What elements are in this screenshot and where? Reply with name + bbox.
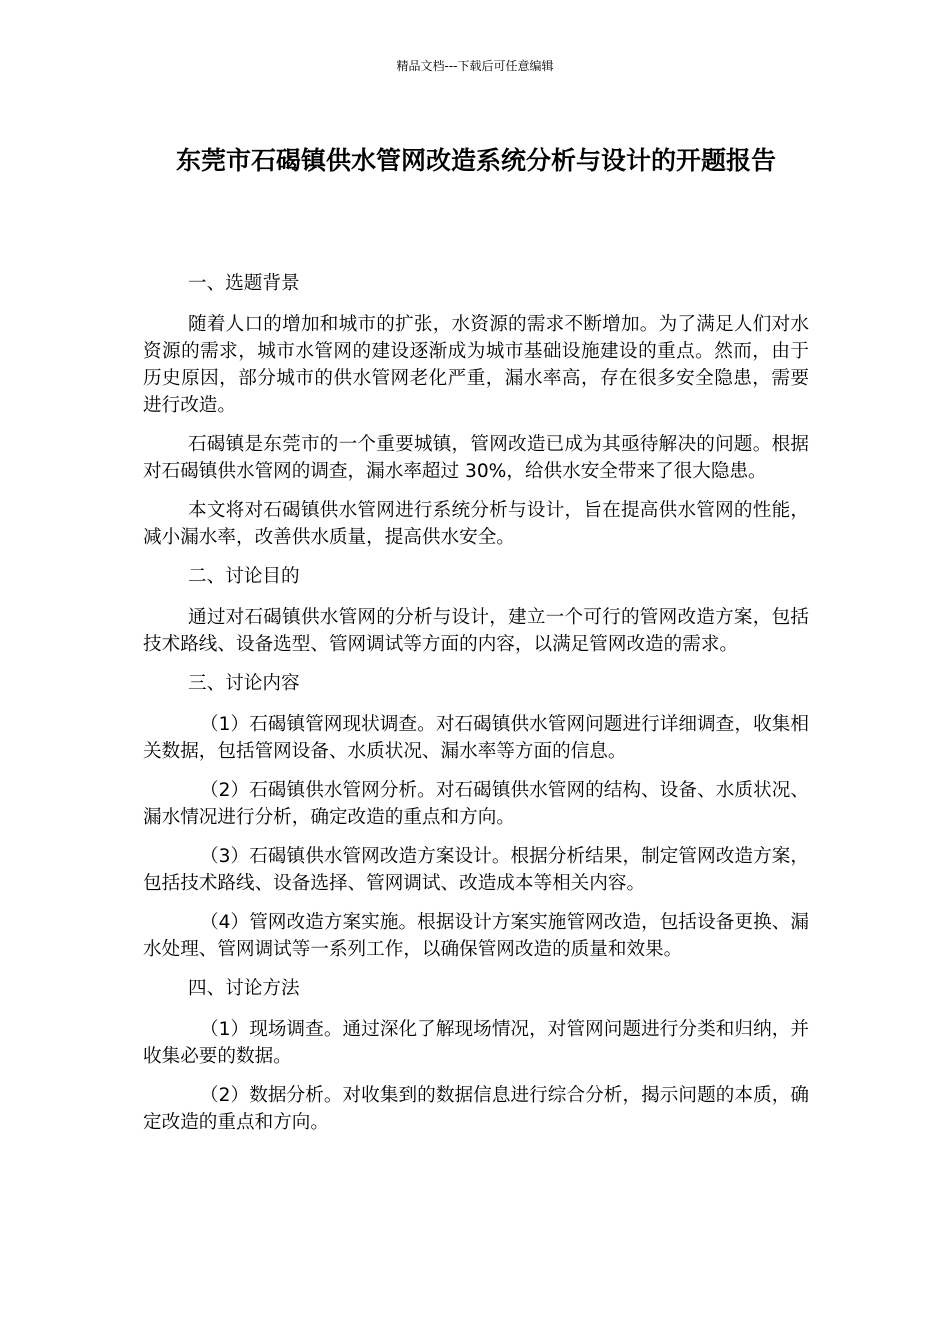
document-title: 东莞市石碣镇供水管网改造系统分析与设计的开题报告 (175, 146, 776, 175)
background-paragraph: 本文将对石碣镇供水管网进行系统分析与设计，旨在提高供水管网的性能，减小漏水率，改善供水质量，提高供水安全。 (143, 500, 809, 548)
content-item: （1）石碣镇管网现状调查。对石碣镇供水管网问题进行详细调查，收集相关数据，包括管网设备、水质状况、漏水率等方面的信息。 (143, 714, 809, 762)
background-paragraph: 石碣镇是东莞市的一个重要城镇，管网改造已成为其亟待解决的问题。根据对石碣镇供水管网的调查，漏水率超过 30%，给供水安全带来了很大隐患。 (143, 434, 809, 482)
section-heading-purpose: 二、讨论目的 (188, 566, 300, 587)
page-header-note: 精品文档---下载后可任意编辑 (396, 59, 554, 73)
section-heading-content: 三、讨论内容 (188, 673, 300, 694)
methods-item: （2）数据分析。对收集到的数据信息进行综合分析，揭示问题的本质，确定改造的重点和方向。 (143, 1085, 809, 1133)
content-item: （3）石碣镇供水管网改造方案设计。根据分析结果，制定管网改造方案，包括技术路线、设备选择、管网调试、改造成本等相关内容。 (143, 846, 809, 894)
content-item: （4）管网改造方案实施。根据设计方案实施管网改造，包括设备更换、漏水处理、管网调试等一系列工作，以确保管网改造的质量和效果。 (143, 912, 809, 960)
section-heading-methods: 四、讨论方法 (188, 978, 300, 999)
section-heading-background: 一、选题背景 (188, 273, 300, 294)
content-item: （2）石碣镇供水管网分析。对石碣镇供水管网的结构、设备、水质状况、漏水情况进行分析，确定改造的重点和方向。 (143, 780, 809, 828)
background-paragraph: 随着人口的增加和城市的扩张，水资源的需求不断增加。为了满足人们对水资源的需求，城市水管网的建设逐渐成为城市基础设施建设的重点。然而，由于历史原因，部分城市的供水管网老化严重，漏水率高，存在很多安全隐患，需要进行改造。 (143, 314, 809, 416)
purpose-paragraph: 通过对石碣镇供水管网的分析与设计，建立一个可行的管网改造方案，包括技术路线、设备选型、管网调试等方面的内容，以满足管网改造的需求。 (143, 607, 809, 655)
methods-item: （1）现场调查。通过深化了解现场情况，对管网问题进行分类和归纳，并收集必要的数据。 (143, 1019, 809, 1067)
document-body (143, 270, 809, 1148)
